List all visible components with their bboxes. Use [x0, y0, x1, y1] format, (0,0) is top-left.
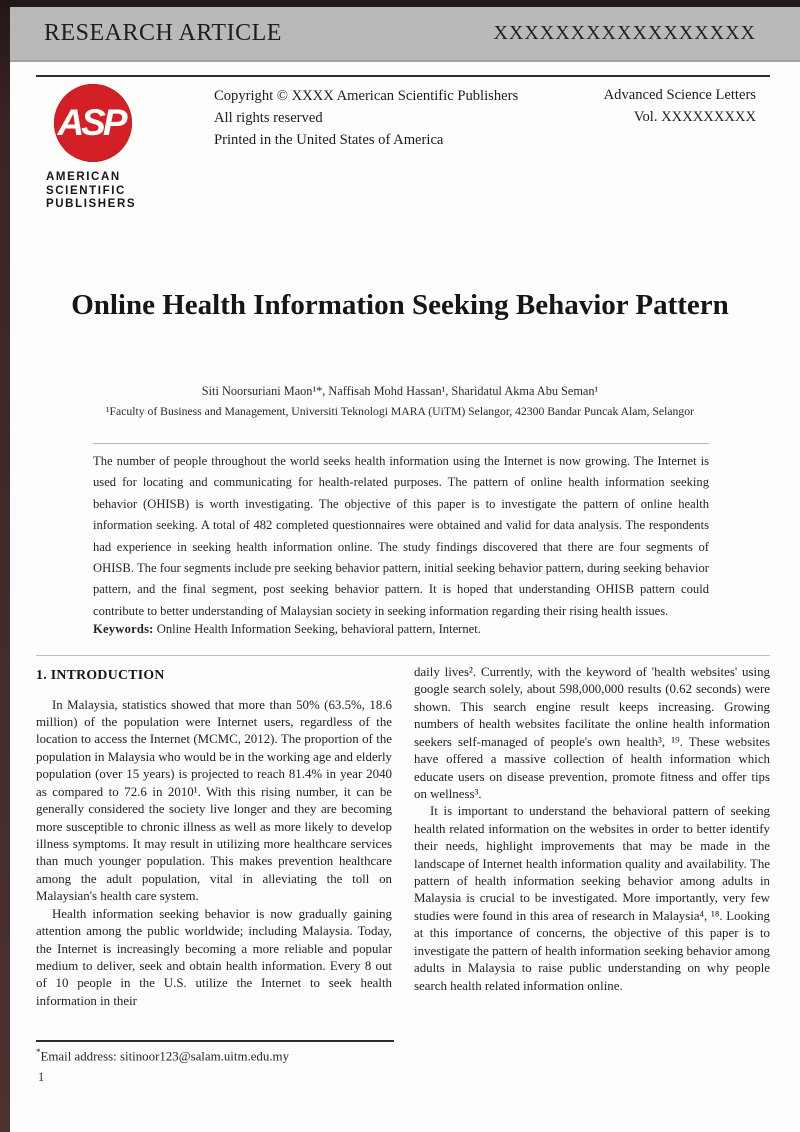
- two-column-body: [36, 664, 770, 1010]
- article-type-label: RESEARCH ARTICLE: [44, 20, 282, 46]
- keywords-text: Online Health Information Seeking, behavioral pattern, Internet.: [153, 622, 481, 636]
- affiliation-line: ¹Faculty of Business and Management, Universiti Teknologi MARA (UiTM) Selangor, 42300 Bandar Puncak Alam, Selangor: [106, 405, 694, 418]
- journal-info-block: [604, 84, 756, 212]
- keywords-line: [93, 622, 709, 637]
- publisher-name-line: SCIENTIFIC: [46, 184, 126, 197]
- left-column: [36, 664, 392, 1010]
- body-paragraph: In Malaysia, statistics showed that more than 50% (63.5%, 18.6 million) of the population were Internet users, regardless of the location to access the Internet (MCMC, 2012). The proportion of the population in Malaysia who would be in the working age and elderly population (over 15 years) is projected to reach 81.4% in year 2040 as compared to 72.6 in 2010¹. With this rising number, it can be generally considered the society live longer and they are becoming more susceptible to chronic illness as well as more likely to develop illness symptoms. It may result in utilizing more healthcare services than much younger population. This makes prevention healthcare among the adult population, vital in alleviating the toll on Malaysian's health care system.: [36, 697, 392, 904]
- body-top-divider: [36, 655, 770, 656]
- header-placeholder-text: XXXXXXXXXXXXXXXXX: [493, 22, 756, 44]
- authors-line: Siti Noorsuriani Maon¹*, Naffisah Mohd Hassan¹, Sharidatul Akma Abu Seman¹: [201, 384, 599, 398]
- asp-logo-acronym: ASP: [57, 102, 125, 143]
- publisher-logo-block: [36, 84, 214, 212]
- abstract-top-divider: [93, 443, 709, 444]
- corresponding-author-footnote: [36, 1040, 394, 1064]
- journal-volume: Vol. XXXXXXXXX: [633, 108, 756, 125]
- page-number: 1: [38, 1070, 45, 1084]
- article-type-banner: [10, 7, 800, 62]
- journal-name: Advanced Science Letters: [603, 87, 756, 103]
- body-paragraph: Health information seeking behavior is now gradually gaining attention among the public worldwide; including Malaysia. Today, the Internet is increasingly becoming a more reliable and popular medium to deliver, seek and obtain health information. Every 8 out of 10 people in the U.S. utilize the Internet to seek health information in their: [36, 906, 392, 1008]
- publisher-name-line: AMERICAN: [46, 171, 121, 183]
- abstract-text: The number of people throughout the world seeks health information using the Internet is now growing. The Internet is used for locating and communicating for health-related purposes. The pattern of online health information seeking behavior (OHISB) is worth investigating. The objective of this paper is to investigate the pattern of online health information seeking. A total of 482 completed questionnaires were obtained and valid for data analysis. The respondents had experience in seeking health information online. The study findings discovered that there are four segments of OHISB. The four segments include pre seeking behavior pattern, initial seeking behavior pattern, during seeking behavior pattern, and the final segment, post seeking behavior pattern. It is hoped that understanding OHISB pattern could contribute to better understanding of Malaysian society in seeking information regarding their rising health issues.: [93, 454, 709, 618]
- publisher-name: [46, 171, 214, 212]
- article-title: Online Health Information Seeking Behavior Pattern: [71, 289, 729, 321]
- section-heading-introduction: 1. INTRODUCTION: [36, 667, 165, 682]
- body-paragraph: It is important to understand the behavioral pattern of seeking health related information on the websites in order to better identify their needs, highlight improvements that may be made in the landscape of Internet health information quality and availability. The pattern of health information seeking behavior among adults in Malaysia is crucial to be investigated. More importantly, very few studies were found in this area of research in Malaysia⁴, ¹⁸. Looking at this importance of concerns, the objective of this paper is to investigate the pattern of health information seeking behavior among adults in Malaysia to raise public understanding on why people search health related information online.: [414, 804, 770, 993]
- scan-edge-top: [0, 0, 800, 7]
- masthead: [36, 84, 756, 212]
- asp-logo-icon: [54, 84, 132, 162]
- copyright-line: Copyright © XXXX American Scientific Publishers: [214, 88, 519, 104]
- copyright-block: [214, 84, 518, 212]
- copyright-line: All rights reserved: [214, 110, 323, 127]
- keywords-label: Keywords:: [93, 622, 154, 636]
- footnote-email-text: Email address: sitinoor123@salam.uitm.edu.my: [40, 1049, 290, 1064]
- body-paragraph: daily lives². Currently, with the keyword of 'health websites' using google search solely, about 598,000,000 results (0.62 seconds) were shown. This search engine result keeps increasing. Growing numbers of health websites facilitate the online health information seekers self-managed of people's own health³, ¹⁹. These websites have offered a massive collection of health information which educate users on disease prevention, promote fitness and offer tips on wellness³.: [414, 665, 770, 801]
- footnote-marker: *: [36, 1047, 41, 1057]
- copyright-line: Printed in the United States of America: [214, 132, 444, 149]
- right-column: [414, 664, 770, 1010]
- masthead-divider: [36, 75, 770, 77]
- publisher-name-line: PUBLISHERS: [46, 198, 137, 211]
- scan-edge-left: [0, 0, 10, 1132]
